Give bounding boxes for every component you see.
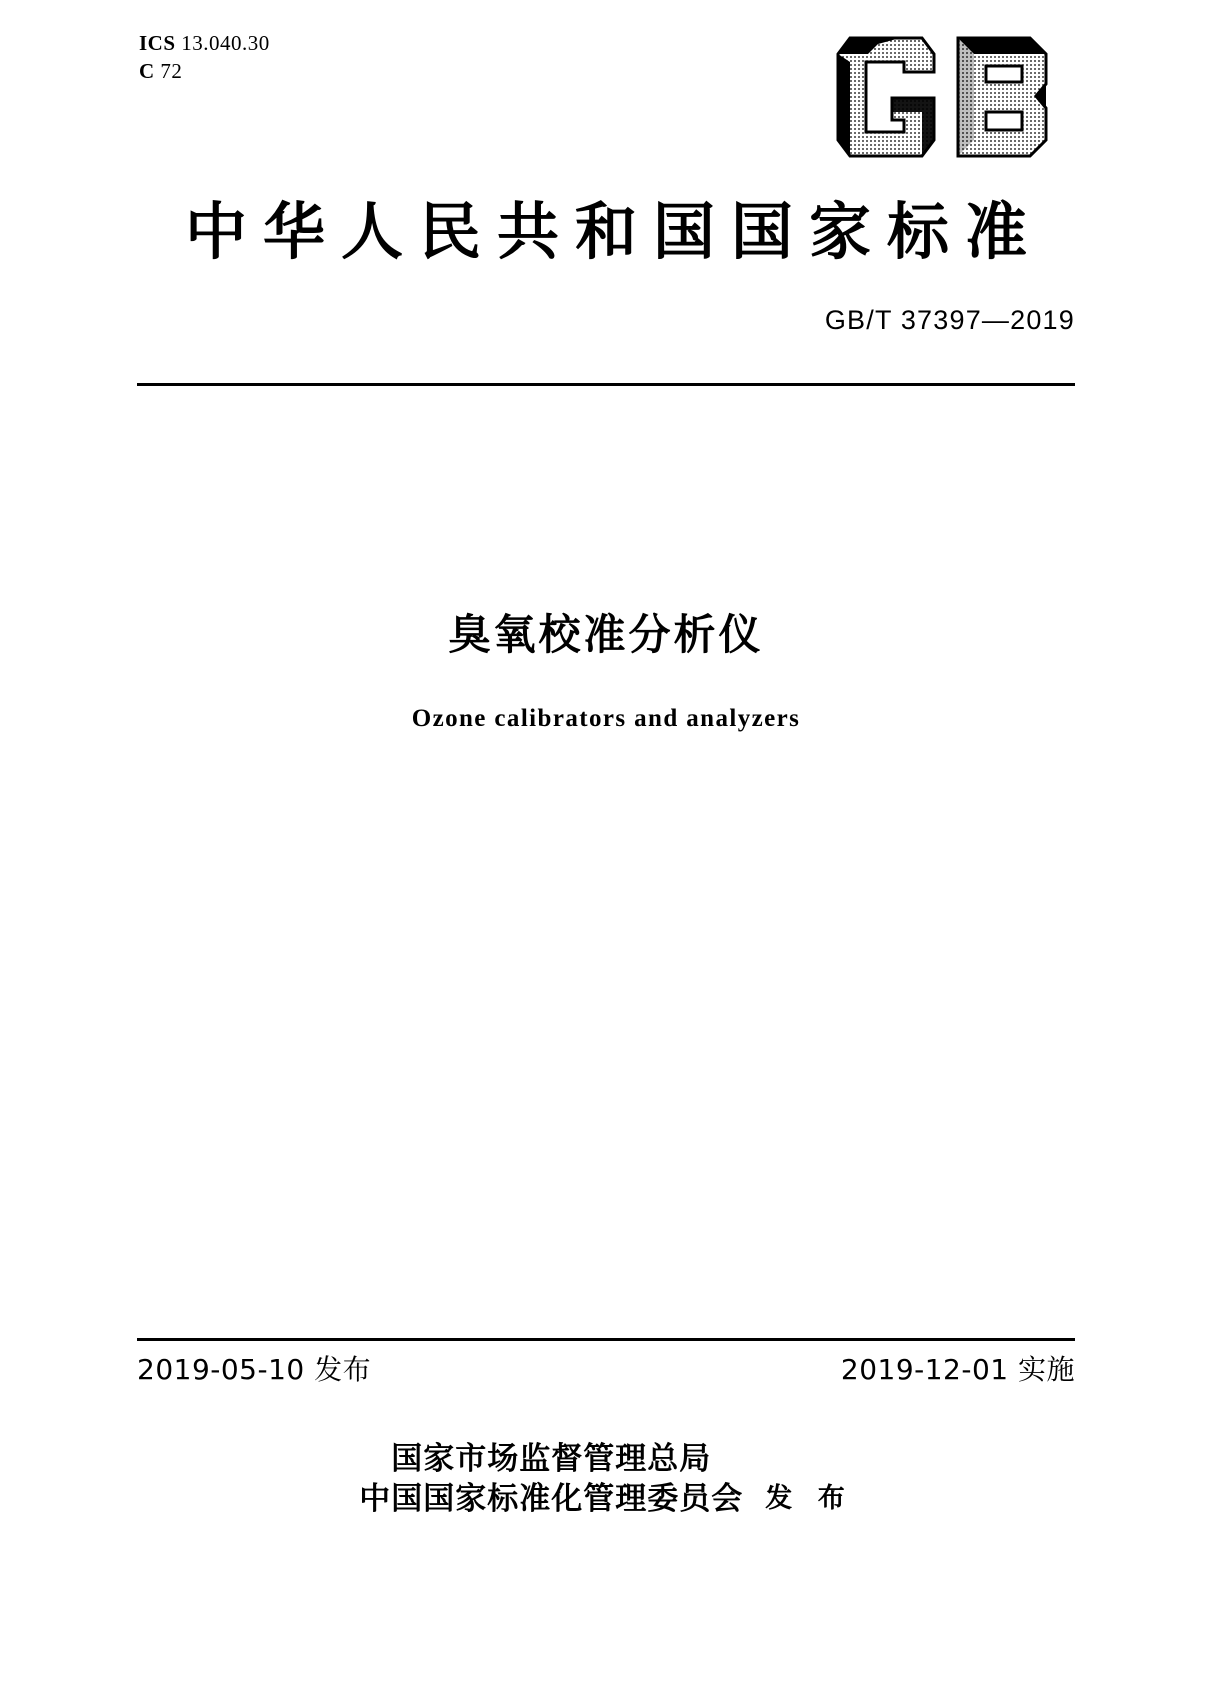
issue-date: 2019-05-10 发布 [137, 1353, 372, 1386]
publisher-block [0, 1440, 1212, 1519]
document-title-english: Ozone calibrators and analyzers [411, 705, 801, 732]
footer-divider [137, 1338, 1075, 1341]
authority-title: 中华人民共和国国家标准 [184, 195, 1043, 268]
standard-number: GB/T 37397—2019 [824, 305, 1075, 335]
publisher-line-2: 中国国家标准化管理委员会 [359, 1480, 744, 1517]
document-title-chinese: 臭氧校准分析仪 [448, 610, 764, 659]
publisher-line-1: 国家市场监督管理总局 [391, 1441, 712, 1477]
gb-emblem-icon [834, 28, 1074, 168]
ccs-value: 72 [160, 58, 183, 83]
ccs-code-line [139, 58, 270, 86]
ics-value: 13.040.30 [181, 31, 270, 55]
implementation-date: 2019-12-01 实施 [840, 1353, 1075, 1386]
ics-label: ICS [139, 31, 176, 55]
classification-codes [139, 30, 270, 85]
ics-code-line [139, 30, 270, 58]
publisher-action-label: 发 布 [765, 1483, 853, 1515]
ccs-label: C [139, 58, 155, 83]
publisher-names [359, 1440, 743, 1519]
header-divider [137, 383, 1075, 386]
